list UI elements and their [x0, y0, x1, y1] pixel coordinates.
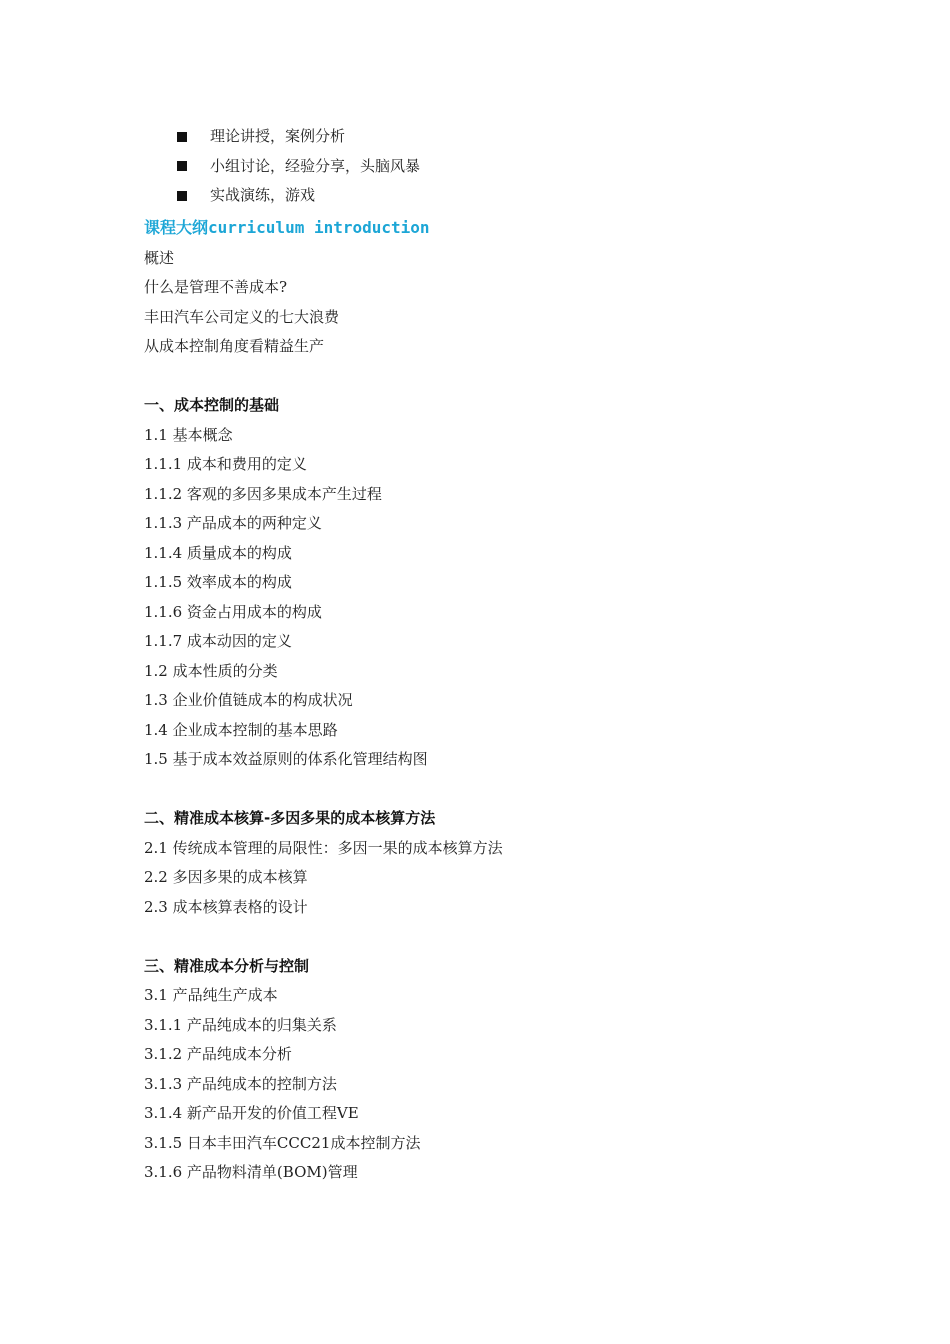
square-bullet-icon: [177, 132, 187, 142]
section-1: [144, 391, 844, 775]
outline-item: 1.1.2 客观的多因多果成本产生过程: [144, 484, 382, 503]
square-bullet-icon: [177, 161, 187, 171]
outline-item: 3.1.2 产品纯成本分析: [144, 1045, 292, 1063]
curriculum-heading: 课程大纲curriculum introduction: [144, 217, 430, 237]
outline-item: 1.1.5 效率成本的构成: [144, 573, 292, 591]
outline-item: 3.1.1 产品纯成本的归集关系: [144, 1015, 337, 1034]
spacer: [144, 922, 844, 952]
outline-item: 1.1.6 资金占用成本的构成: [144, 602, 322, 621]
outline-item: 1.1.3 产品成本的两种定义: [144, 514, 322, 532]
outline-item: 3.1.4 新产品开发的价值工程VE: [144, 1104, 359, 1122]
outline-item: 1.4 企业成本控制的基本思路: [144, 720, 338, 739]
outline-item: 2.2 多因多果的成本核算: [144, 868, 308, 886]
outline-item: 1.5 基于成本效益原则的体系化管理结构图: [144, 750, 428, 768]
outline-item: 2.3 成本核算表格的设计: [144, 897, 308, 916]
outline-item: 3.1.5 日本丰田汽车CCC21成本控制方法: [144, 1133, 421, 1152]
method-list: [144, 122, 844, 211]
section-2: [144, 804, 844, 922]
outline-item: 1.1 基本概念: [144, 425, 233, 444]
outline-item: 3.1.6 产品物料清单(BOM)管理: [144, 1163, 358, 1181]
section-title: 二、精准成本核算-多因多果的成本核算方法: [144, 809, 436, 827]
list-item: [144, 181, 844, 211]
outline-item: 1.1.7 成本动因的定义: [144, 632, 292, 650]
outline-item: 1.2 成本性质的分类: [144, 661, 278, 680]
overview-item: 丰田汽车公司定义的七大浪费: [144, 307, 340, 326]
document-page: [144, 122, 844, 1188]
overview-list: [144, 244, 844, 362]
section-title: 一、成本控制的基础: [144, 396, 280, 414]
outline-item: 1.1.1 成本和费用的定义: [144, 455, 307, 473]
outline-item: 1.1.4 质量成本的构成: [144, 543, 292, 562]
outline-item: 2.1 传统成本管理的局限性：多因一果的成本核算方法: [144, 838, 503, 857]
section-3: [144, 952, 844, 1188]
section-title: 三、精准成本分析与控制: [144, 956, 310, 975]
overview-item: 概述: [144, 248, 175, 267]
method-text: 理论讲授，案例分析: [210, 127, 346, 145]
outline-item: 3.1.3 产品纯成本的控制方法: [144, 1074, 337, 1093]
overview-item: 什么是管理不善成本?: [144, 278, 288, 296]
list-item: [144, 152, 844, 182]
square-bullet-icon: [177, 191, 187, 201]
list-item: [144, 122, 844, 152]
spacer: [144, 775, 844, 805]
outline-item: 1.3 企业价值链成本的构成状况: [144, 691, 353, 709]
spacer: [144, 362, 844, 392]
outline-item: 3.1 产品纯生产成本: [144, 986, 278, 1004]
method-text: 实战演练，游戏: [210, 186, 316, 204]
overview-item: 从成本控制角度看精益生产: [144, 337, 325, 355]
method-text: 小组讨论，经验分享，头脑风暴: [210, 156, 421, 175]
